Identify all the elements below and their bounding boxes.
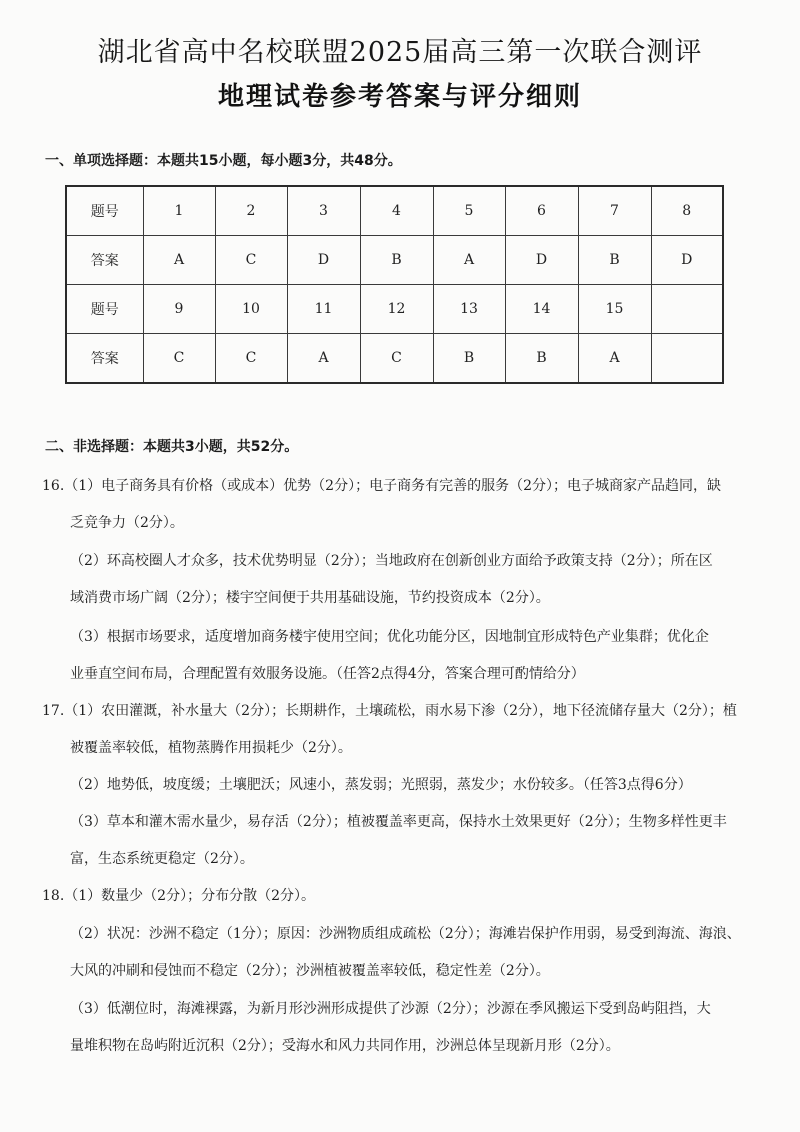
answer-cell: A [287,334,360,384]
empty-cell [651,285,723,334]
answer-line: （2）状况：沙洲不稳定（1分）；原因：沙洲物质组成疏松（2分）；海滩岩保护作用弱，易受到海流、海浪、 [70,926,741,942]
answer-line: 富，生态系统更稳定（2分）。 [70,851,254,867]
row-label: 答案 [66,236,143,285]
answer-line: 18.（1）数量少（2分）；分布分散（2分）。 [42,888,315,904]
answer-line: 域消费市场广阔（2分）；楼宇空间便于共用基础设施，节约投资成本（2分）。 [70,590,550,606]
question-number: 1 [143,186,215,236]
answer-line: 大风的冲刷和侵蚀而不稳定（2分）；沙洲植被覆盖率较低，稳定性差（2分）。 [70,963,550,979]
question-number: 10 [215,285,287,334]
answer-line: （3）草本和灌木需水量少，易存活（2分）；植被覆盖率更高，保持水土效果更好（2分）；生物多样性更丰 [70,814,727,830]
answer-line: （2）环高校圈人才众多，技术优势明显（2分）；当地政府在创新创业方面给予政策支持（2分）；所在区 [70,553,713,569]
answer-cell: C [215,236,287,285]
question-number: 3 [287,186,360,236]
answer-line: 业垂直空间布局，合理配置有效服务设施。（任答2点得4分，答案合理可酌情给分） [70,666,585,682]
question-number: 14 [505,285,578,334]
answer-cell: B [578,236,651,285]
question-number: 12 [360,285,433,334]
table-row-numbers-1 [66,186,723,236]
answer-cell: B [360,236,433,285]
section-heading-non-choice: 二、非选择题：本题共3小题，共52分。 [45,439,299,455]
page-subtitle: 地理试卷参考答案与评分细则 [217,82,582,112]
question-number: 2 [215,186,287,236]
question-number: 8 [651,186,723,236]
answer-line: （3）根据市场要求，适度增加商务楼宇使用空间；优化功能分区，因地制宜形成特色产业集群；优化企 [70,629,709,645]
answer-cell: D [505,236,578,285]
page-title: 湖北省高中名校联盟2025届高三第一次联合测评 [97,37,703,68]
answer-line: 被覆盖率较低，植物蒸腾作用损耗少（2分）。 [70,740,352,756]
row-label: 题号 [66,186,143,236]
answer-cell: C [215,334,287,384]
answer-cell: C [143,334,215,384]
row-label: 题号 [66,285,143,334]
answer-cell: A [433,236,505,285]
question-number: 15 [578,285,651,334]
answer-cell: B [505,334,578,384]
answer-cell: D [651,236,723,285]
question-number: 13 [433,285,505,334]
answer-line: 16.（1）电子商务具有价格（或成本）优势（2分）；电子商务有完善的服务（2分）；电子城商家产品趋同，缺 [42,478,721,494]
answer-cell: B [433,334,505,384]
answer-line: （2）地势低，坡度缓；土壤肥沃；风速小，蒸发弱；光照弱，蒸发少；水份较多。（任答3点得6分） [70,777,692,793]
table-row-answers-1 [66,236,723,285]
question-number: 11 [287,285,360,334]
answer-cell: A [578,334,651,384]
answer-line: （3）低潮位时，海滩裸露，为新月形沙洲形成提供了沙源（2分）；沙源在季风搬运下受到岛屿阻挡，大 [70,1001,711,1017]
answer-line: 量堆积物在岛屿附近沉积（2分）；受海水和风力共同作用，沙洲总体呈现新月形（2分）。 [70,1038,620,1054]
answer-line: 17.（1）农田灌溉，补水量大（2分）；长期耕作，土壤疏松，雨水易下渗（2分），地下径流储存量大（2分）；植 [42,703,737,719]
question-number: 9 [143,285,215,334]
answer-cell: A [143,236,215,285]
answer-cell: D [287,236,360,285]
question-number: 5 [433,186,505,236]
table-row-answers-2 [66,334,723,384]
question-number: 6 [505,186,578,236]
answer-cell: C [360,334,433,384]
answer-table [65,185,724,384]
answer-line: 乏竞争力（2分）。 [70,515,184,531]
empty-cell [651,334,723,384]
section-heading-multiple-choice: 一、单项选择题：本题共15小题，每小题3分，共48分。 [45,153,402,169]
row-label: 答案 [66,334,143,384]
table-row-numbers-2 [66,285,723,334]
question-number: 4 [360,186,433,236]
question-number: 7 [578,186,651,236]
